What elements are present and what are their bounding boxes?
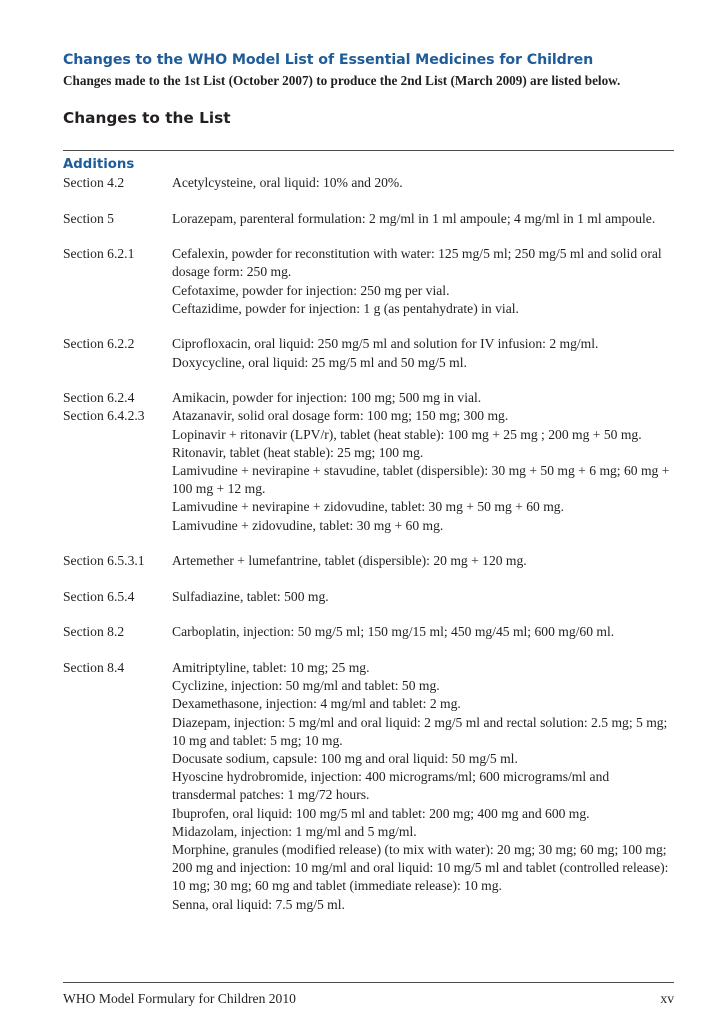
intro-text: Changes made to the 1st List (October 2007) to produce the 2nd List (March 2009) are listed below. bbox=[63, 73, 621, 88]
entries bbox=[172, 174, 674, 192]
table-row bbox=[63, 659, 674, 914]
medicine-entry: Diazepam, injection: 5 mg/ml and oral liquid: 2 mg/5 ml and rectal solution: 2.5 mg; 5 mg; 10 mg and tablet: 5 mg; 10 mg. bbox=[172, 714, 668, 748]
table-row bbox=[63, 210, 674, 228]
section-label: Section 4.2 bbox=[63, 175, 125, 190]
table-row bbox=[63, 552, 674, 570]
medicine-entry: Lopinavir + ritonavir (LPV/r), tablet (heat stable): 100 mg + 25 mg ; 200 mg + 50 mg. bbox=[172, 426, 642, 442]
section-label: Section 5 bbox=[63, 210, 114, 226]
table-row bbox=[63, 623, 674, 641]
medicine-entry: Cyclizine, injection: 50 mg/ml and tablet: 50 mg. bbox=[172, 678, 440, 694]
page-number: xv bbox=[660, 991, 674, 1006]
medicine-entry: Lorazepam, parenteral formulation: 2 mg/ml in 1 ml ampoule; 4 mg/ml in 1 ml ampoule. bbox=[172, 210, 656, 226]
divider bbox=[63, 150, 674, 151]
entries bbox=[172, 245, 674, 318]
section-label: Section 6.5.4 bbox=[63, 588, 135, 604]
medicine-entry: Senna, oral liquid: 7.5 mg/5 ml. bbox=[172, 896, 345, 912]
medicine-entry: Amikacin, powder for injection: 100 mg; 500 mg in vial. bbox=[172, 390, 482, 406]
changes-heading: Changes to the List bbox=[63, 109, 231, 127]
entries bbox=[172, 407, 674, 534]
section-label: Section 8.2 bbox=[63, 624, 125, 640]
section-label: Section 6.4.2.3 bbox=[63, 408, 145, 424]
medicine-entry: Lamivudine + nevirapine + stavudine, tablet (dispersible): 30 mg + 50 mg + 6 mg; 60 mg + 100 mg + 12 mg. bbox=[172, 463, 670, 497]
medicine-entry: Ritonavir, tablet (heat stable): 25 mg; 100 mg. bbox=[172, 444, 424, 460]
medicine-entry: Cefalexin, powder for reconstitution with water: 125 mg/5 ml; 250 mg/5 ml and solid oral dosage form: 250 mg. bbox=[172, 246, 662, 280]
additions-heading: Additions bbox=[63, 157, 135, 172]
medicine-entry: Ibuprofen, oral liquid: 100 mg/5 ml and tablet: 200 mg; 400 mg and 600 mg. bbox=[172, 805, 590, 821]
table-row bbox=[63, 588, 674, 606]
table-row bbox=[63, 335, 674, 371]
additions-list bbox=[63, 174, 674, 914]
medicine-entry: Dexamethasone, injection: 4 mg/ml and tablet: 2 mg. bbox=[172, 696, 461, 712]
entries bbox=[172, 335, 674, 371]
section-label: Section 6.2.2 bbox=[63, 336, 135, 352]
medicine-entry: Lamivudine + nevirapine + zidovudine, tablet: 30 mg + 50 mg + 60 mg. bbox=[172, 499, 564, 515]
section-label: Section 8.4 bbox=[63, 659, 125, 675]
page-footer bbox=[63, 990, 674, 1008]
page-content bbox=[63, 51, 674, 914]
medicine-entry: Artemether + lumefantrine, tablet (dispersible): 20 mg + 120 mg. bbox=[172, 553, 527, 569]
footer-divider bbox=[63, 982, 674, 983]
medicine-entry: Ciprofloxacin, oral liquid: 250 mg/5 ml and solution for IV infusion: 2 mg/ml. bbox=[172, 336, 599, 352]
entries bbox=[172, 623, 674, 641]
entries bbox=[172, 659, 674, 914]
medicine-entry: Doxycycline, oral liquid: 25 mg/5 ml and 50 mg/5 ml. bbox=[172, 354, 467, 370]
table-row bbox=[63, 407, 674, 534]
entries bbox=[172, 210, 674, 228]
medicine-entry: Acetylcysteine, oral liquid: 10% and 20%. bbox=[172, 175, 403, 190]
entries bbox=[172, 588, 674, 606]
section-label: Section 6.2.1 bbox=[63, 246, 135, 262]
table-row bbox=[63, 245, 674, 318]
medicine-entry: Atazanavir, solid oral dosage form: 100 mg; 150 mg; 300 mg. bbox=[172, 408, 509, 424]
footer-title: WHO Model Formulary for Children 2010 bbox=[63, 991, 296, 1006]
section-label: Section 6.2.4 bbox=[63, 390, 135, 406]
medicine-entry: Hyoscine hydrobromide, injection: 400 micrograms/ml; 600 micrograms/ml and transdermal patches: 1 mg/72 hours. bbox=[172, 769, 610, 803]
entries bbox=[172, 552, 674, 570]
medicine-entry: Ceftazidime, powder for injection: 1 g (as pentahydrate) in vial. bbox=[172, 300, 519, 316]
medicine-entry: Morphine, granules (modified release) (to mix with water): 20 mg; 30 mg; 60 mg; 100 mg; 200 mg and injection: 10 mg/ml and oral liquid: 10 mg/5 ml and tablet (controlled release): 10 mg; 30 mg; 60 mg and tablet (immediate release): 10 mg. bbox=[172, 842, 669, 894]
medicine-entry: Amitriptyline, tablet: 10 mg; 25 mg. bbox=[172, 659, 370, 675]
medicine-entry: Midazolam, injection: 1 mg/ml and 5 mg/ml. bbox=[172, 823, 417, 839]
medicine-entry: Sulfadiazine, tablet: 500 mg. bbox=[172, 588, 329, 604]
document-title: Changes to the WHO Model List of Essential Medicines for Children bbox=[63, 52, 594, 68]
medicine-entry: Cefotaxime, powder for injection: 250 mg per vial. bbox=[172, 282, 450, 298]
medicine-entry: Carboplatin, injection: 50 mg/5 ml; 150 mg/15 ml; 450 mg/45 ml; 600 mg/60 ml. bbox=[172, 624, 615, 640]
table-row bbox=[63, 389, 674, 407]
medicine-entry: Docusate sodium, capsule: 100 mg and oral liquid: 50 mg/5 ml. bbox=[172, 751, 518, 766]
table-row bbox=[63, 174, 674, 192]
medicine-entry: Lamivudine + zidovudine, tablet: 30 mg + 60 mg. bbox=[172, 517, 444, 533]
entries bbox=[172, 389, 674, 407]
section-label: Section 6.5.3.1 bbox=[63, 553, 145, 569]
